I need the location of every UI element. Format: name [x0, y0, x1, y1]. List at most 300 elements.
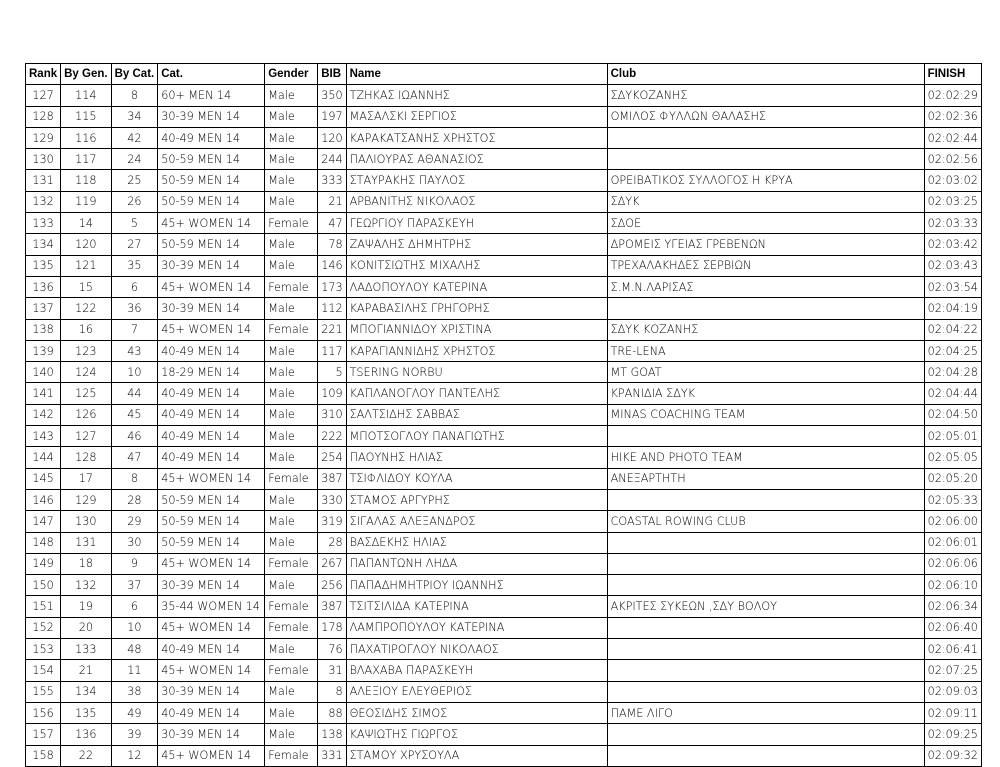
cell-finish: 02:04:19 — [924, 298, 981, 319]
cell-bib: 76 — [318, 639, 346, 660]
cell-category: 45+ WOMEN 14 — [158, 276, 265, 297]
cell-rank: 153 — [26, 639, 61, 660]
cell-rank: 154 — [26, 660, 61, 681]
header-gender: Gender — [265, 64, 318, 85]
cell-name: ΣΤΑΜΟΣ ΑΡΓΥΡΗΣ — [346, 489, 607, 510]
cell-gender: Male — [265, 681, 318, 702]
cell-gender: Male — [265, 340, 318, 361]
cell-name: ΓΕΩΡΓΙΟΥ ΠΑΡΑΣΚΕΥΗ — [346, 213, 607, 234]
cell-rank: 139 — [26, 340, 61, 361]
cell-name: ΤΣΙΤΣΙΛΙΔΑ ΚΑΤΕΡΙΝΑ — [346, 596, 607, 617]
cell-by-cat: 9 — [111, 553, 158, 574]
cell-club: ΣΔΥΚΟΖΑΝΗΣ — [607, 85, 924, 106]
cell-by-gen: 134 — [61, 681, 111, 702]
cell-club: MINAS COACHING TEAM — [607, 404, 924, 425]
cell-by-cat: 8 — [111, 468, 158, 489]
cell-finish: 02:03:43 — [924, 255, 981, 276]
cell-gender: Male — [265, 255, 318, 276]
cell-category: 45+ WOMEN 14 — [158, 660, 265, 681]
cell-gender: Male — [265, 575, 318, 596]
cell-by-gen: 125 — [61, 383, 111, 404]
cell-category: 30-39 MEN 14 — [158, 255, 265, 276]
table-row — [26, 170, 982, 191]
cell-category: 50-59 MEN 14 — [158, 191, 265, 212]
cell-gender: Male — [265, 127, 318, 148]
results-table — [25, 63, 982, 767]
cell-by-cat: 6 — [111, 596, 158, 617]
cell-by-cat: 38 — [111, 681, 158, 702]
cell-bib: 330 — [318, 489, 346, 510]
table-row — [26, 681, 982, 702]
cell-by-cat: 5 — [111, 213, 158, 234]
cell-rank: 156 — [26, 702, 61, 723]
table-row — [26, 298, 982, 319]
cell-name: ΠΑΛΙΟΥΡΑΣ ΑΘΑΝΑΣΙΟΣ — [346, 149, 607, 170]
cell-category: 45+ WOMEN 14 — [158, 213, 265, 234]
cell-by-cat: 49 — [111, 702, 158, 723]
cell-by-gen: 117 — [61, 149, 111, 170]
cell-finish: 02:04:25 — [924, 340, 981, 361]
cell-category: 18-29 MEN 14 — [158, 362, 265, 383]
cell-club: ΚΡΑΝΙΔΙΑ ΣΔΥΚ — [607, 383, 924, 404]
cell-rank: 135 — [26, 255, 61, 276]
cell-finish: 02:05:05 — [924, 447, 981, 468]
cell-gender: Female — [265, 319, 318, 340]
cell-name: ΜΠΟΤΣΟΓΛΟΥ ΠΑΝΑΓΙΩΤΗΣ — [346, 426, 607, 447]
table-row — [26, 362, 982, 383]
cell-by-cat: 36 — [111, 298, 158, 319]
table-row — [26, 319, 982, 340]
cell-bib: 173 — [318, 276, 346, 297]
cell-gender: Male — [265, 511, 318, 532]
table-row — [26, 127, 982, 148]
table-row — [26, 234, 982, 255]
cell-by-gen: 123 — [61, 340, 111, 361]
table-row — [26, 468, 982, 489]
cell-rank: 147 — [26, 511, 61, 532]
cell-by-gen: 15 — [61, 276, 111, 297]
header-by-cat: By Cat. — [111, 64, 158, 85]
header-by-gen: By Gen. — [61, 64, 111, 85]
cell-bib: 112 — [318, 298, 346, 319]
cell-gender: Male — [265, 149, 318, 170]
cell-by-cat: 29 — [111, 511, 158, 532]
table-row — [26, 702, 982, 723]
cell-by-cat: 7 — [111, 319, 158, 340]
table-row — [26, 617, 982, 638]
cell-by-cat: 34 — [111, 106, 158, 127]
header-bib: BIB — [318, 64, 346, 85]
cell-category: 30-39 MEN 14 — [158, 724, 265, 745]
table-row — [26, 660, 982, 681]
cell-gender: Male — [265, 106, 318, 127]
cell-club: ΣΔΟΕ — [607, 213, 924, 234]
cell-by-gen: 14 — [61, 213, 111, 234]
table-row — [26, 447, 982, 468]
cell-finish: 02:09:32 — [924, 745, 981, 766]
table-row — [26, 511, 982, 532]
cell-name: ΚΑΡΑΓΙΑΝΝΙΔΗΣ ΧΡΗΣΤΟΣ — [346, 340, 607, 361]
cell-rank: 152 — [26, 617, 61, 638]
cell-club: ΤΡΕΧΑΛΑΚΗΔΕΣ ΣΕΡΒΙΩΝ — [607, 255, 924, 276]
cell-by-gen: 135 — [61, 702, 111, 723]
cell-gender: Male — [265, 170, 318, 191]
cell-by-gen: 18 — [61, 553, 111, 574]
cell-bib: 310 — [318, 404, 346, 425]
cell-by-gen: 130 — [61, 511, 111, 532]
cell-category: 50-59 MEN 14 — [158, 532, 265, 553]
cell-club — [607, 127, 924, 148]
cell-by-cat: 8 — [111, 85, 158, 106]
cell-bib: 28 — [318, 532, 346, 553]
cell-finish: 02:09:25 — [924, 724, 981, 745]
cell-club: ΔΡΟΜΕΙΣ ΥΓΕΙΑΣ ΓΡΕΒΕΝΩΝ — [607, 234, 924, 255]
cell-gender: Male — [265, 298, 318, 319]
table-row — [26, 106, 982, 127]
cell-rank: 146 — [26, 489, 61, 510]
cell-by-gen: 126 — [61, 404, 111, 425]
cell-by-gen: 115 — [61, 106, 111, 127]
cell-by-cat: 12 — [111, 745, 158, 766]
cell-finish: 02:04:50 — [924, 404, 981, 425]
cell-finish: 02:06:06 — [924, 553, 981, 574]
cell-bib: 31 — [318, 660, 346, 681]
cell-by-cat: 24 — [111, 149, 158, 170]
cell-bib: 319 — [318, 511, 346, 532]
cell-bib: 21 — [318, 191, 346, 212]
cell-by-cat: 26 — [111, 191, 158, 212]
cell-gender: Male — [265, 404, 318, 425]
cell-gender: Female — [265, 468, 318, 489]
cell-by-cat: 6 — [111, 276, 158, 297]
cell-name: ΠΑΠΑΝΤΩΝΗ ΛΗΔΑ — [346, 553, 607, 574]
cell-bib: 117 — [318, 340, 346, 361]
cell-finish: 02:03:54 — [924, 276, 981, 297]
cell-name: ΣΤΑΜΟΥ ΧΡΥΣΟΥΛΑ — [346, 745, 607, 766]
cell-by-cat: 27 — [111, 234, 158, 255]
cell-bib: 138 — [318, 724, 346, 745]
cell-bib: 120 — [318, 127, 346, 148]
cell-name: ΣΤΑΥΡΑΚΗΣ ΠΑΥΛΟΣ — [346, 170, 607, 191]
cell-name: ΣΑΛΤΣΙΔΗΣ ΣΑΒΒΑΣ — [346, 404, 607, 425]
cell-name: ΚΑΨΙΩΤΗΣ ΓΙΩΡΓΟΣ — [346, 724, 607, 745]
cell-by-gen: 132 — [61, 575, 111, 596]
cell-bib: 331 — [318, 745, 346, 766]
cell-gender: Male — [265, 426, 318, 447]
cell-category: 45+ WOMEN 14 — [158, 468, 265, 489]
cell-by-cat: 30 — [111, 532, 158, 553]
cell-category: 40-49 MEN 14 — [158, 340, 265, 361]
cell-category: 40-49 MEN 14 — [158, 404, 265, 425]
cell-category: 50-59 MEN 14 — [158, 234, 265, 255]
cell-by-gen: 119 — [61, 191, 111, 212]
cell-club — [607, 575, 924, 596]
cell-bib: 146 — [318, 255, 346, 276]
cell-bib: 254 — [318, 447, 346, 468]
cell-bib: 88 — [318, 702, 346, 723]
cell-category: 40-49 MEN 14 — [158, 426, 265, 447]
cell-name: ΚΟΝΙΤΣΙΩΤΗΣ ΜΙΧΑΛΗΣ — [346, 255, 607, 276]
cell-by-gen: 21 — [61, 660, 111, 681]
cell-rank: 141 — [26, 383, 61, 404]
cell-finish: 02:09:03 — [924, 681, 981, 702]
cell-club — [607, 639, 924, 660]
cell-category: 45+ WOMEN 14 — [158, 617, 265, 638]
cell-category: 30-39 MEN 14 — [158, 298, 265, 319]
cell-gender: Male — [265, 191, 318, 212]
table-row — [26, 596, 982, 617]
cell-name: ΚΑΡΑΒΑΣΙΛΗΣ ΓΡΗΓΟΡΗΣ — [346, 298, 607, 319]
cell-club — [607, 617, 924, 638]
cell-by-gen: 131 — [61, 532, 111, 553]
cell-club — [607, 660, 924, 681]
cell-rank: 129 — [26, 127, 61, 148]
cell-name: ΤΖΗΚΑΣ ΙΩΑΝΝΗΣ — [346, 85, 607, 106]
cell-bib: 244 — [318, 149, 346, 170]
cell-rank: 134 — [26, 234, 61, 255]
cell-name: ΛΑΔΟΠΟΥΛΟΥ ΚΑΤΕΡΙΝΑ — [346, 276, 607, 297]
cell-name: ΘΕΟΣΙΔΗΣ ΣΙΜΟΣ — [346, 702, 607, 723]
cell-gender: Male — [265, 234, 318, 255]
cell-club: ΣΔΥΚ ΚΟΖΑΝΗΣ — [607, 319, 924, 340]
cell-bib: 47 — [318, 213, 346, 234]
table-row — [26, 213, 982, 234]
table-row — [26, 383, 982, 404]
cell-by-gen: 121 — [61, 255, 111, 276]
cell-name: ΑΡΒΑΝΙΤΗΣ ΝΙΚΟΛΑΟΣ — [346, 191, 607, 212]
cell-name: ΜΠΟΓΙΑΝΝΙΔΟΥ ΧΡΙΣΤΙΝΑ — [346, 319, 607, 340]
cell-club: TRE-LENA — [607, 340, 924, 361]
cell-club: ΟΡΕΙΒΑΤΙΚΟΣ ΣΥΛΛΟΓΟΣ Η ΚΡΥΑ — [607, 170, 924, 191]
cell-bib: 178 — [318, 617, 346, 638]
cell-by-cat: 37 — [111, 575, 158, 596]
cell-by-gen: 136 — [61, 724, 111, 745]
cell-finish: 02:06:41 — [924, 639, 981, 660]
cell-club: HIKE AND PHOTO TEAM — [607, 447, 924, 468]
cell-category: 45+ WOMEN 14 — [158, 319, 265, 340]
table-row — [26, 85, 982, 106]
cell-bib: 256 — [318, 575, 346, 596]
cell-category: 45+ WOMEN 14 — [158, 745, 265, 766]
cell-by-cat: 42 — [111, 127, 158, 148]
cell-name: ΚΑΠΛΑΝΟΓΛΟΥ ΠΑΝΤΕΛΗΣ — [346, 383, 607, 404]
header-finish: FINISH — [924, 64, 981, 85]
cell-category: 50-59 MEN 14 — [158, 149, 265, 170]
cell-by-cat: 11 — [111, 660, 158, 681]
cell-by-cat: 43 — [111, 340, 158, 361]
cell-by-gen: 124 — [61, 362, 111, 383]
cell-finish: 02:04:44 — [924, 383, 981, 404]
cell-gender: Male — [265, 724, 318, 745]
cell-bib: 78 — [318, 234, 346, 255]
cell-by-gen: 16 — [61, 319, 111, 340]
cell-finish: 02:06:34 — [924, 596, 981, 617]
cell-category: 40-49 MEN 14 — [158, 639, 265, 660]
table-row — [26, 553, 982, 574]
cell-rank: 140 — [26, 362, 61, 383]
cell-by-cat: 39 — [111, 724, 158, 745]
cell-category: 30-39 MEN 14 — [158, 106, 265, 127]
table-row — [26, 426, 982, 447]
table-row — [26, 575, 982, 596]
cell-gender: Female — [265, 213, 318, 234]
cell-club — [607, 532, 924, 553]
cell-rank: 132 — [26, 191, 61, 212]
cell-finish: 02:06:40 — [924, 617, 981, 638]
cell-bib: 387 — [318, 468, 346, 489]
cell-by-cat: 46 — [111, 426, 158, 447]
cell-category: 40-49 MEN 14 — [158, 127, 265, 148]
cell-finish: 02:03:25 — [924, 191, 981, 212]
cell-name: ΖΑΨΑΛΗΣ ΔΗΜΗΤΡΗΣ — [346, 234, 607, 255]
cell-category: 60+ MEN 14 — [158, 85, 265, 106]
cell-by-cat: 35 — [111, 255, 158, 276]
cell-bib: 197 — [318, 106, 346, 127]
cell-gender: Female — [265, 617, 318, 638]
cell-by-cat: 10 — [111, 362, 158, 383]
cell-bib: 109 — [318, 383, 346, 404]
cell-gender: Male — [265, 85, 318, 106]
cell-category: 50-59 MEN 14 — [158, 489, 265, 510]
cell-by-gen: 127 — [61, 426, 111, 447]
cell-gender: Male — [265, 639, 318, 660]
cell-finish: 02:06:01 — [924, 532, 981, 553]
cell-category: 30-39 MEN 14 — [158, 575, 265, 596]
cell-name: ΜΑΣΑΛΣΚΙ ΣΕΡΓΙΟΣ — [346, 106, 607, 127]
cell-rank: 155 — [26, 681, 61, 702]
cell-name: ΛΑΜΠΡΟΠΟΥΛΟΥ ΚΑΤΕΡΙΝΑ — [346, 617, 607, 638]
cell-rank: 151 — [26, 596, 61, 617]
cell-by-gen: 122 — [61, 298, 111, 319]
cell-name: ΒΛΑΧΑΒΑ ΠΑΡΑΣΚΕΥΗ — [346, 660, 607, 681]
table-row — [26, 489, 982, 510]
cell-gender: Female — [265, 596, 318, 617]
cell-category: 40-49 MEN 14 — [158, 383, 265, 404]
cell-by-gen: 20 — [61, 617, 111, 638]
cell-gender: Male — [265, 532, 318, 553]
cell-name: ΠΑΠΑΔΗΜΗΤΡΙΟΥ ΙΩΑΝΝΗΣ — [346, 575, 607, 596]
cell-club: MT GOAT — [607, 362, 924, 383]
cell-club: ΑΚΡΙΤΕΣ ΣΥΚΕΩΝ ,ΣΔΥ ΒΟΛΟΥ — [607, 596, 924, 617]
results-body — [26, 85, 982, 767]
cell-club — [607, 553, 924, 574]
cell-bib: 221 — [318, 319, 346, 340]
cell-rank: 133 — [26, 213, 61, 234]
cell-by-gen: 22 — [61, 745, 111, 766]
cell-by-cat: 48 — [111, 639, 158, 660]
header-club: Club — [607, 64, 924, 85]
cell-club: ΠΑΜΕ ΛΙΓΟ — [607, 702, 924, 723]
cell-by-cat: 45 — [111, 404, 158, 425]
table-row — [26, 724, 982, 745]
cell-by-gen: 19 — [61, 596, 111, 617]
cell-by-gen: 114 — [61, 85, 111, 106]
cell-category: 35-44 WOMEN 14 — [158, 596, 265, 617]
cell-finish: 02:02:29 — [924, 85, 981, 106]
cell-rank: 148 — [26, 532, 61, 553]
table-row — [26, 639, 982, 660]
cell-club — [607, 681, 924, 702]
cell-finish: 02:05:33 — [924, 489, 981, 510]
cell-gender: Female — [265, 660, 318, 681]
cell-name: ΠΑΧΑΤΙΡΟΓΛΟΥ ΝΙΚΟΛΑΟΣ — [346, 639, 607, 660]
cell-rank: 128 — [26, 106, 61, 127]
header-row — [26, 64, 982, 85]
cell-finish: 02:03:02 — [924, 170, 981, 191]
cell-club: Σ.Μ.Ν.ΛΑΡΙΣΑΣ — [607, 276, 924, 297]
cell-finish: 02:05:20 — [924, 468, 981, 489]
cell-category: 40-49 MEN 14 — [158, 702, 265, 723]
cell-rank: 158 — [26, 745, 61, 766]
cell-rank: 157 — [26, 724, 61, 745]
cell-club — [607, 489, 924, 510]
cell-club — [607, 426, 924, 447]
cell-by-gen: 129 — [61, 489, 111, 510]
cell-club — [607, 724, 924, 745]
cell-rank: 143 — [26, 426, 61, 447]
cell-name: ΚΑΡΑΚΑΤΣΑΝΗΣ ΧΡΗΣΤΟΣ — [346, 127, 607, 148]
cell-bib: 267 — [318, 553, 346, 574]
cell-club: ΣΔΥΚ — [607, 191, 924, 212]
cell-category: 50-59 MEN 14 — [158, 511, 265, 532]
cell-category: 40-49 MEN 14 — [158, 447, 265, 468]
cell-club: ΟΜΙΛΟΣ ΦΥΛΛΩΝ ΘΑΛΑΣΗΣ — [607, 106, 924, 127]
cell-by-gen: 133 — [61, 639, 111, 660]
cell-gender: Male — [265, 383, 318, 404]
table-row — [26, 745, 982, 766]
cell-by-gen: 128 — [61, 447, 111, 468]
cell-by-cat: 25 — [111, 170, 158, 191]
cell-club: COASTAL ROWING CLUB — [607, 511, 924, 532]
cell-name: ΤΣΙΦΛΙΔΟΥ ΚΟΥΛΑ — [346, 468, 607, 489]
cell-by-cat: 47 — [111, 447, 158, 468]
cell-club — [607, 149, 924, 170]
cell-finish: 02:05:01 — [924, 426, 981, 447]
cell-gender: Male — [265, 489, 318, 510]
cell-finish: 02:02:44 — [924, 127, 981, 148]
cell-gender: Female — [265, 553, 318, 574]
cell-bib: 8 — [318, 681, 346, 702]
header-name: Name — [346, 64, 607, 85]
cell-gender: Male — [265, 447, 318, 468]
table-row — [26, 191, 982, 212]
cell-bib: 387 — [318, 596, 346, 617]
cell-club — [607, 745, 924, 766]
table-row — [26, 404, 982, 425]
cell-rank: 136 — [26, 276, 61, 297]
cell-gender: Male — [265, 362, 318, 383]
cell-club: ΑΝΕΞΑΡΤΗΤΗ — [607, 468, 924, 489]
cell-finish: 02:04:22 — [924, 319, 981, 340]
cell-rank: 131 — [26, 170, 61, 191]
cell-finish: 02:02:36 — [924, 106, 981, 127]
cell-name: ΒΑΣΔΕΚΗΣ ΗΛΙΑΣ — [346, 532, 607, 553]
cell-finish: 02:07:25 — [924, 660, 981, 681]
cell-bib: 333 — [318, 170, 346, 191]
cell-name: TSERING NORBU — [346, 362, 607, 383]
cell-rank: 138 — [26, 319, 61, 340]
cell-gender: Female — [265, 276, 318, 297]
cell-category: 50-59 MEN 14 — [158, 170, 265, 191]
cell-name: ΣΙΓΑΛΑΣ ΑΛΕΞΑΝΔΡΟΣ — [346, 511, 607, 532]
cell-by-gen: 118 — [61, 170, 111, 191]
cell-rank: 130 — [26, 149, 61, 170]
cell-category: 30-39 MEN 14 — [158, 681, 265, 702]
header-rank: Rank — [26, 64, 61, 85]
cell-bib: 222 — [318, 426, 346, 447]
cell-by-gen: 120 — [61, 234, 111, 255]
cell-finish: 02:06:00 — [924, 511, 981, 532]
